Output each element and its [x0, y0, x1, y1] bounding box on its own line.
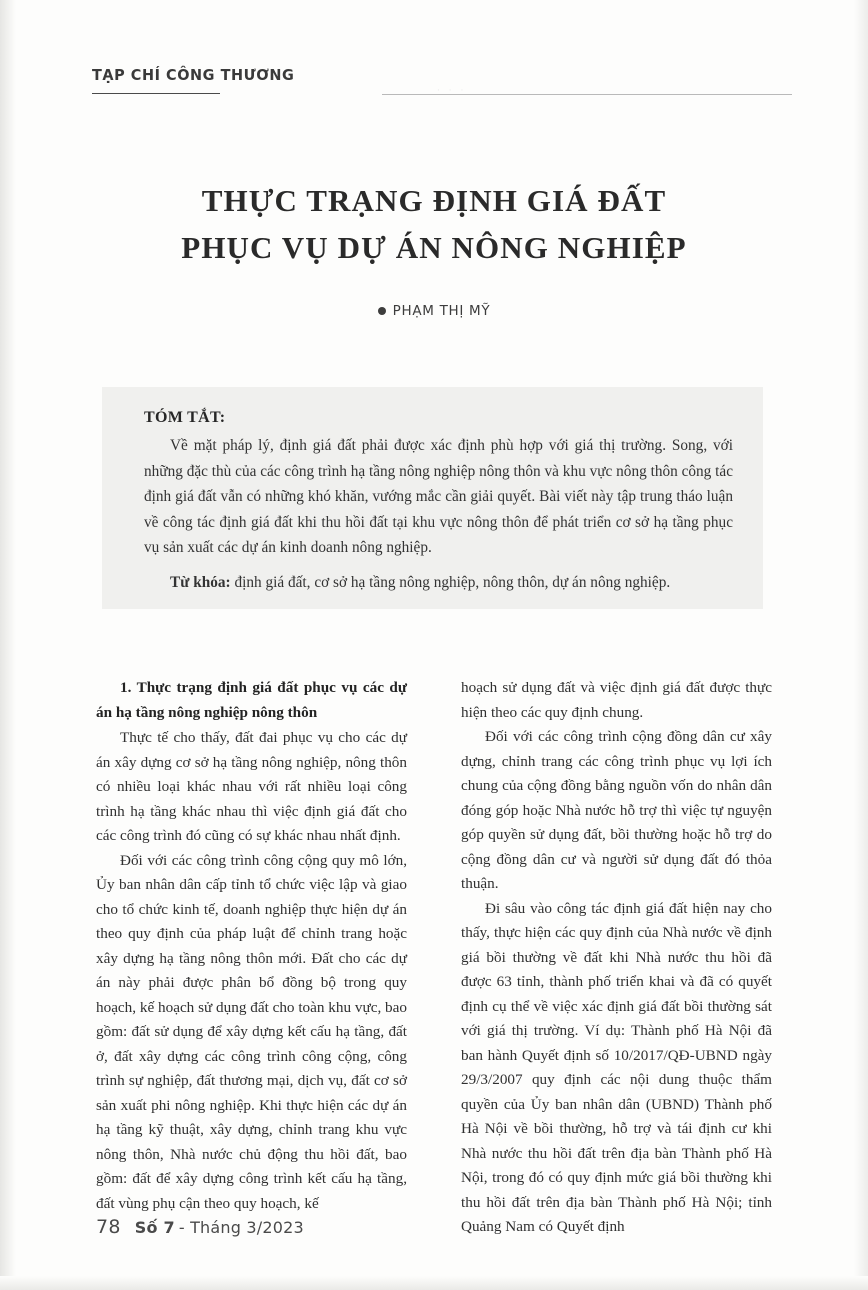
masthead	[92, 68, 792, 108]
right-paragraph-continuation: hoạch sử dụng đất và việc định giá đất được thực hiện theo các quy định chung.	[461, 679, 772, 721]
masthead-rule-short	[92, 93, 220, 94]
section-heading-1: 1. Thực trạng định giá đất phục vụ các dự án hạ tầng nông nghiệp nông thôn	[96, 679, 407, 721]
page-title	[84, 177, 784, 271]
abstract-box	[102, 387, 763, 609]
abstract-keywords	[144, 570, 733, 596]
left-paragraph-2: Đối với các công trình công cộng quy mô lớn, Ủy ban nhân dân cấp tỉnh tổ chức việc lập và giao cho tổ chức kinh tế, doanh nghiệp thực hiện dự án theo quy định của pháp luật để chỉnh trang hoặc xây dựng hạ tầng nông thôn mới. Đất cho các dự án này phải được phân bổ đồng bộ trong quy hoạch, kế hoạch sử dụng đất cho toàn khu vực, bao gồm: đất sử dụng để xây dựng kết cấu hạ tầng, đất ở, đất xây dựng các công trình công cộng, công trình sự nghiệp, đất thương mại, dịch vụ, đất cơ sở sản xuất phi nông nghiệp. Khi thực hiện các dự án hạ tầng kỹ thuật, xây dựng, chỉnh trang khu vực nông thôn, Nhà nước chủ động thu hồi đất, bao gồm: đất để xây dựng công trình kết cấu hạ tầng, đất vùng phụ cận theo quy hoạch, kế	[96, 851, 407, 1212]
abstract-heading: TÓM TẮT:	[144, 409, 226, 426]
journal-name: TẠP CHÍ CÔNG THƯƠNG	[92, 66, 295, 84]
page-title-line-2: PHỤC VỤ DỰ ÁN NÔNG NGHIỆP	[181, 229, 687, 265]
scan-edge-right	[854, 0, 868, 1290]
masthead-faint-marks: · · ·	[437, 86, 467, 96]
footer-issue: Số 7	[134, 1218, 175, 1237]
right-paragraph-2: Đối với các công trình cộng đồng dân cư xây dựng, chỉnh trang các công trình phục vụ lợi ích chung của cộng đồng bằng nguồn vốn do nhân dân đóng góp hoặc Nhà nước hỗ trợ thì việc tự nguyện góp quyền sử dụng đất, bồi thường hoặc hỗ trợ do cộng đồng dân cư và người sử dụng đất đó thỏa thuận.	[461, 728, 772, 892]
right-paragraph-3: Đi sâu vào công tác định giá đất hiện nay cho thấy, thực hiện các quy định của Nhà nước về định giá bồi thường về đất khi Nhà nước thu hồi đã được 63 tỉnh, thành phố triển khai và đã có quyết định cụ thể về việc xác định giá đất bồi thường sát với giá thị trường. Ví dụ: Thành phố Hà Nội đã ban hành Quyết định số 10/2017/QĐ-UBND ngày 29/3/2007 quy định các nội dung thuộc thẩm quyền của Ủy ban nhân dân (UBND) Thành phố Hà Nội về bồi thường, hỗ trợ và tái định cư khi Nhà nước thu hồi đất trên địa bàn Thành phố Hà Nội, trong đó có quy định mức giá bồi thường khi thu hồi đất trên địa bàn Thành phố Hà Nội; tỉnh Quảng Nam có Quyết định	[461, 899, 772, 1235]
left-column	[96, 676, 407, 1212]
scan-edge-bottom	[0, 1276, 868, 1290]
footer-date: - Tháng 3/2023	[178, 1218, 304, 1237]
left-paragraph-1: Thực tế cho thấy, đất đai phục vụ cho các dự án xây dựng cơ sở hạ tầng nông nghiệp, nông thôn có nhiều loại khác nhau với rất nhiều loại công trình hạ tầng khác nhau thì việc định giá đất cho các công trình đó cũng có sự khác nhau nhất định.	[96, 729, 407, 844]
bullet-icon	[378, 307, 386, 315]
abstract-keywords-label: Từ khóa:	[170, 573, 231, 591]
page-footer	[96, 1216, 304, 1238]
right-column	[461, 676, 772, 1235]
footer-page-number: 78	[96, 1216, 121, 1238]
author-name: PHẠM THỊ MỸ	[392, 303, 491, 319]
author-byline	[84, 303, 784, 319]
page-title-line-1: THỰC TRẠNG ĐỊNH GIÁ ĐẤT	[201, 182, 667, 218]
abstract-body: Về mặt pháp lý, định giá đất phải được xác định phù hợp với giá thị trường. Song, với những đặc thù của các công trình hạ tầng nông nghiệp nông thôn và khu vực nông thôn công tác định giá đất vẫn có những khó khăn, vướng mắc cần giải quyết. Bài viết này tập trung tháo luận về công tác định giá đất khi thu hồi đất tại khu vực nông thôn để phát triển cơ sở hạ tầng phục vụ sản xuất các dự án kinh doanh nông nghiệp.	[144, 437, 733, 556]
abstract-keywords-text: định giá đất, cơ sở hạ tầng nông nghiệp, nông thôn, dự án nông nghiệp.	[230, 573, 671, 591]
scan-edge-left	[0, 0, 16, 1290]
